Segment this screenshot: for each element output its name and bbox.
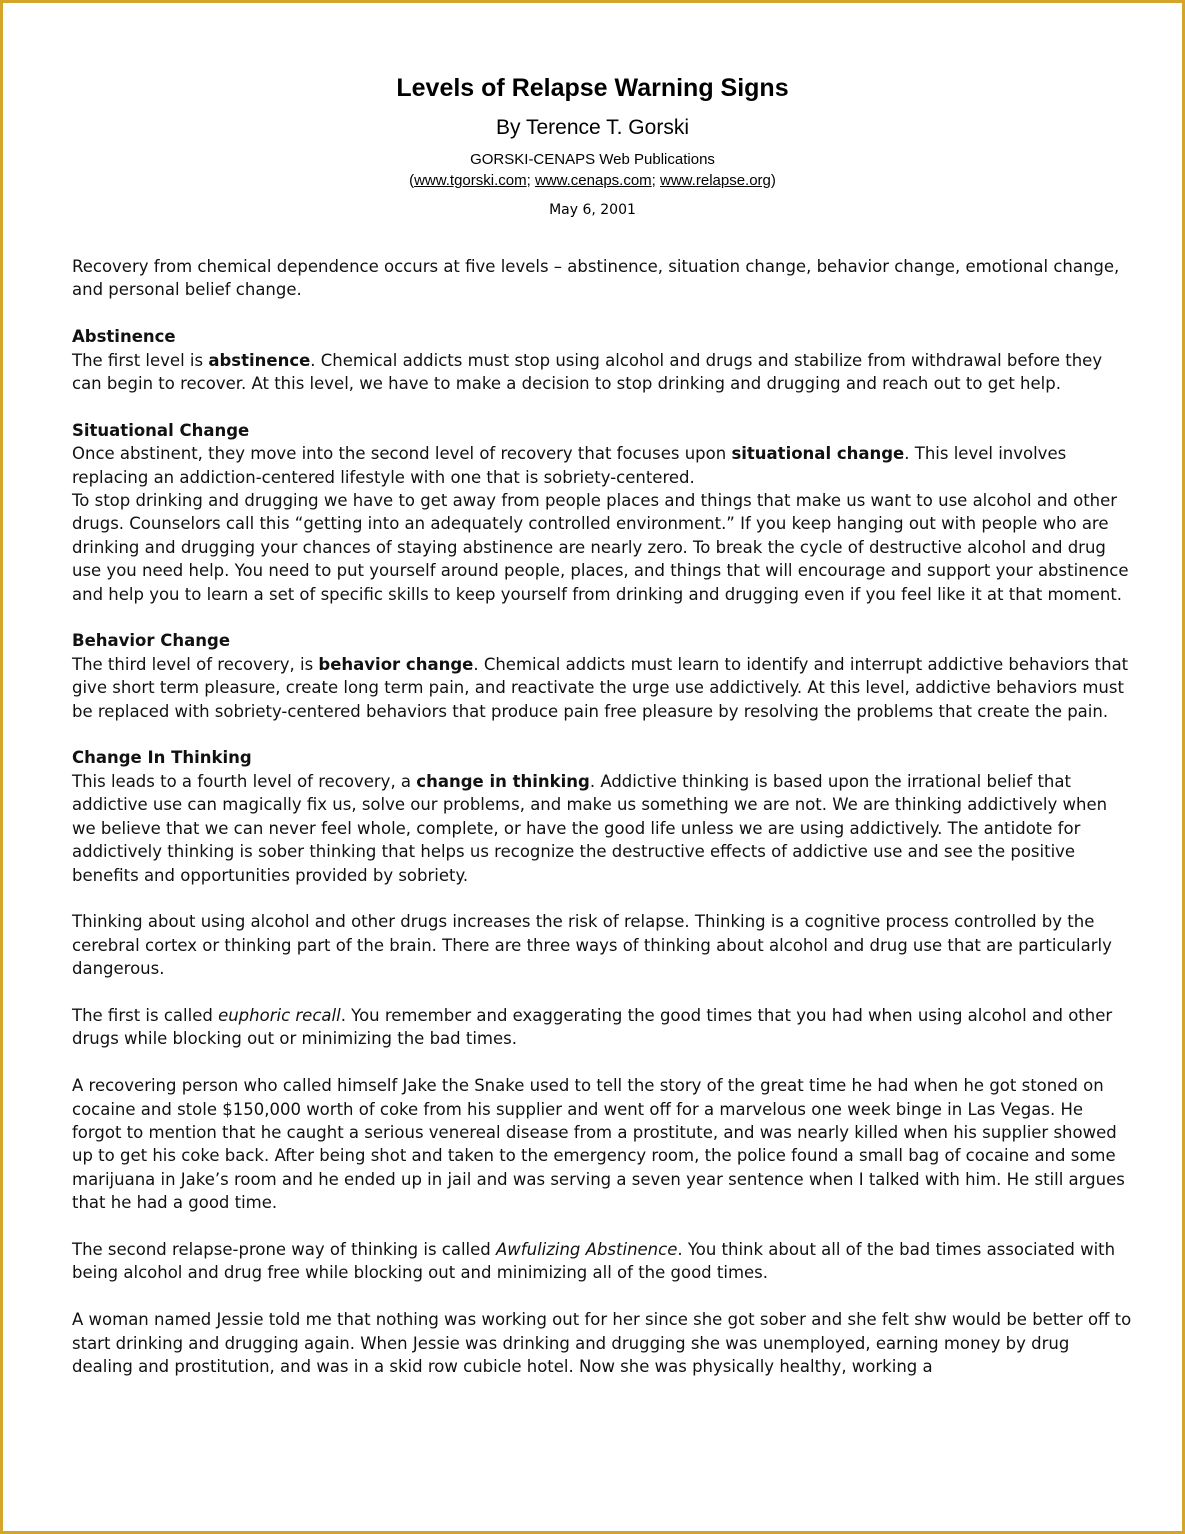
- text-run: The first level is: [72, 350, 209, 370]
- jessie-story-paragraph: A woman named Jessie told me that nothing was working out for her since she got sober and she felt shw would be better off to start drinking and drugging again. When Jessie was drinking and drugging she was unemployed, earning money by drug dealing and prostitution, and was in a skid row cubicle hotel. Now she was physically healthy, working a: [72, 1310, 1132, 1376]
- text-run: . You remember and exaggerating the good times that you had when using alcohol and other drugs while blocking out or minimizing the bad times.: [72, 1005, 1113, 1049]
- situational-paragraph-2: To stop drinking and drugging we have to get away from people places and things that make us want to use alcohol and other drugs. Counselors call this “getting into an adequately controlled environment.” If you keep hanging out with people who are drinking and drugging your chances of staying abstinence are nearly zero. To break the cycle of destructive alcohol and drug use you need help. You need to put yourself around people, places, and things that will encourage and support your abstinence and help you to learn a set of specific skills to keep yourself from drinking and drugging even if you feel like it at that moment.: [72, 491, 1129, 604]
- bold-term: behavior change: [318, 654, 474, 674]
- situational-paragraph-1: [72, 442, 1132, 489]
- document-body: [72, 255, 1132, 1378]
- paragraph-gap: [72, 981, 1132, 1004]
- website-links: [3, 171, 1182, 190]
- paragraph-gap: [72, 887, 1132, 910]
- text-run: . Addictive thinking is based upon the irrational belief that addictive use can magically fix us, solve our problems, and make us something we are not. We are thinking addictively when we believe that we can never feel whole, complete, or have the good life unless we are using addictively. The antidote for addictively thinking is sober thinking that helps us recognize the destructive effects of addictive use and see the positive benefits and opportunities provided by sobriety.: [72, 771, 1108, 885]
- text-run: The third level of recovery, is: [72, 654, 319, 674]
- text-run: . You think about all of the bad times associated with being alcohol and drug free while blocking out and minimizing all of the good times.: [72, 1239, 1116, 1283]
- thinking-paragraph-2: Thinking about using alcohol and other drugs increases the risk of relapse. Thinking is a cognitive process controlled by the cerebral cortex or thinking part of the brain. There are three ways of thinking about alcohol and drug use that are particularly dangerous.: [72, 912, 1112, 979]
- bold-term: change in thinking: [416, 771, 590, 791]
- jake-story-paragraph: A recovering person who called himself Jake the Snake used to tell the story of the great time he had when he got stoned on cocaine and stole $150,000 worth of coke from his supplier and went off for a marvelous one week binge in Las Vegas. He forgot to mention that he caught a serious venereal disease from a prostitute, and was nearly killed when his supplier showed up to get his coke back. After being shot and taken to the emergency room, the police found a small bag of cocaine and some marijuana in Jake’s room and he ended up in jail and was serving a seven year sentence when I talked with him. He still argues that he had a good time.: [72, 1076, 1125, 1213]
- italic-term: euphoric recall: [218, 1005, 341, 1025]
- section-heading-behavior-change: Behavior Change: [72, 631, 231, 651]
- text-run: The first is called: [72, 1005, 219, 1025]
- text-run: . Chemical addicts must learn to identify and interrupt addictive behaviors that give short term pleasure, create long term pain, and reactivate the urge use addictively. At this level, addictive behaviors must be replaced with sobriety-centered behaviors that produce pain free pleasure by resolving the problems that create the pain.: [72, 654, 1129, 721]
- publication-date: May 6, 2001: [549, 202, 636, 218]
- links-separator: ;: [526, 172, 535, 189]
- paragraph-gap: [72, 1215, 1132, 1238]
- text-run: Once abstinent, they move into the second level of recovery that focuses upon: [72, 444, 732, 464]
- author-line: By Terence T. Gorski: [496, 116, 689, 139]
- document-header: [3, 73, 1182, 219]
- text-run: The second relapse-prone way of thinking is called: [72, 1239, 497, 1259]
- bold-term: abstinence: [208, 350, 311, 370]
- bold-term: situational change: [731, 444, 905, 464]
- paragraph-gap: [72, 606, 1132, 629]
- paragraph-gap: [72, 1051, 1132, 1074]
- section-heading-situational-change: Situational Change: [72, 420, 250, 440]
- paragraph-gap: [72, 1285, 1132, 1308]
- link-tgorski[interactable]: www.tgorski.com: [414, 172, 527, 189]
- paragraph-gap: [72, 302, 1132, 325]
- awfulizing-abstinence-paragraph: [72, 1238, 1132, 1285]
- paragraph-gap: [72, 395, 1132, 418]
- section-heading-abstinence: Abstinence: [72, 327, 176, 347]
- text-run: . This level involves replacing an addiction-centered lifestyle with one that is sobriety-centered.: [72, 444, 1067, 487]
- links-separator: ;: [651, 172, 661, 189]
- links-open-paren: (: [409, 172, 415, 189]
- text-run: . Chemical addicts must stop using alcohol and drugs and stabilize from withdrawal before they can begin to recover. At this level, we have to make a decision to stop drinking and drugging and reach out to get help.: [72, 350, 1103, 394]
- link-cenaps[interactable]: www.cenaps.com: [534, 172, 652, 189]
- publisher-line: GORSKI-CENAPS Web Publications: [470, 151, 715, 168]
- euphoric-recall-paragraph: [72, 1004, 1132, 1051]
- behavior-paragraph: [72, 653, 1132, 723]
- section-heading-change-in-thinking: Change In Thinking: [72, 748, 252, 768]
- paragraph-gap: [72, 723, 1132, 746]
- thinking-paragraph-1: [72, 770, 1132, 887]
- italic-term: Awfulizing Abstinence: [496, 1239, 678, 1259]
- text-run: This leads to a fourth level of recovery, a: [72, 771, 417, 791]
- abstinence-paragraph: [72, 349, 1132, 396]
- document-title: Levels of Relapse Warning Signs: [396, 74, 789, 102]
- intro-paragraph: Recovery from chemical dependence occurs at five levels – abstinence, situation change, behavior change, emotional change, and personal belief change.: [72, 257, 1120, 300]
- links-close-paren: ): [770, 172, 776, 189]
- link-relapse[interactable]: www.relapse.org: [660, 172, 771, 189]
